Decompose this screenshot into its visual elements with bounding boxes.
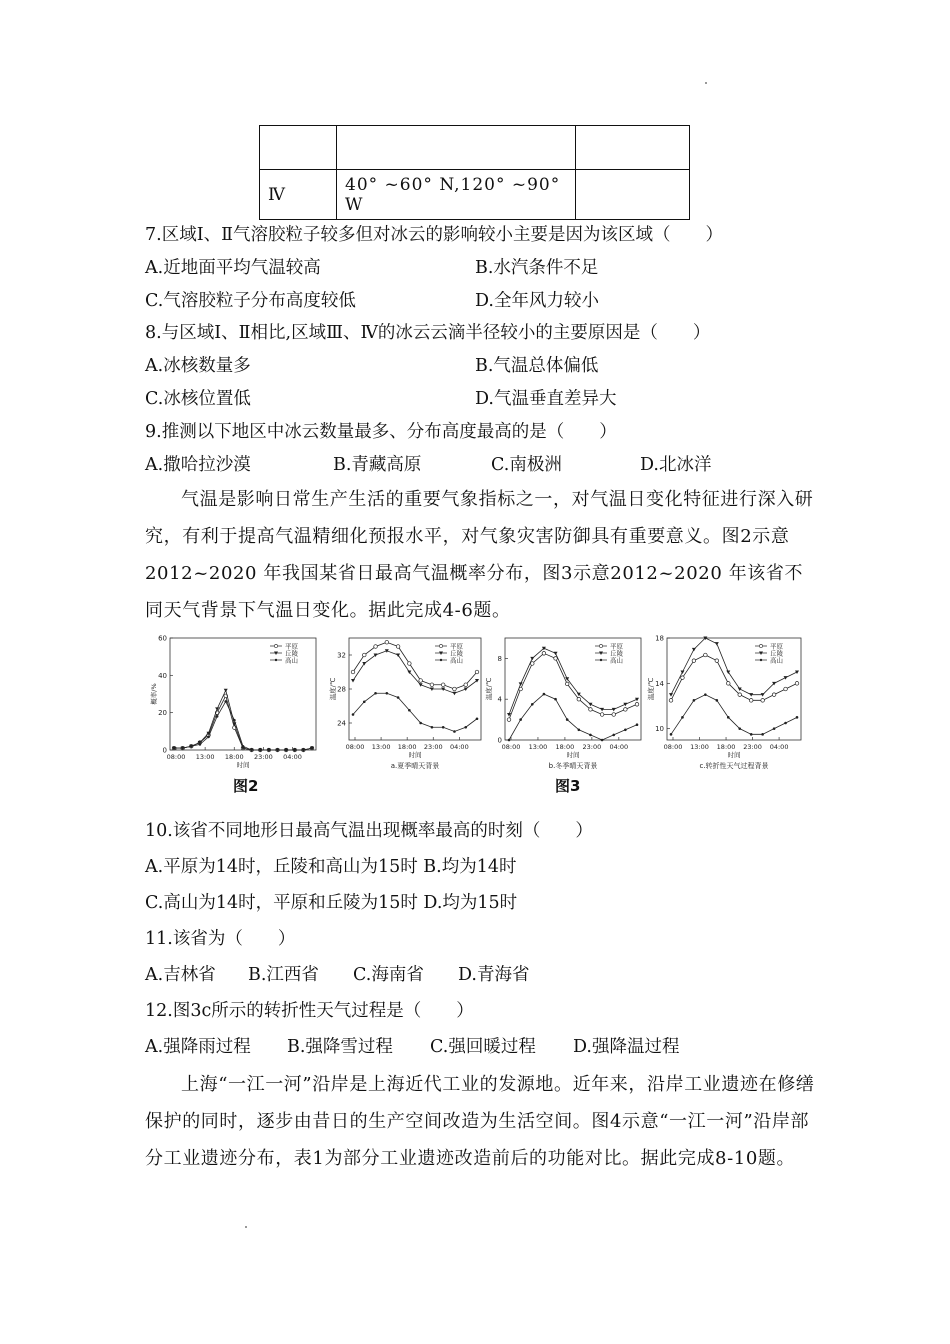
panel-label: c.转折性天气过程背景: [699, 762, 769, 770]
q8-option-a: A.冰核数量多: [145, 356, 251, 376]
q11-option-d: D.青海省: [458, 965, 530, 985]
data-point: [715, 659, 719, 663]
x-tick-label: 18:00: [397, 743, 417, 751]
y-axis-label: 温度/℃: [485, 677, 493, 701]
data-point: [554, 657, 558, 661]
legend-label: 高山: [770, 656, 783, 665]
x-tick-label: 23:00: [254, 753, 273, 761]
data-point: [351, 670, 355, 674]
q7-option-a: A.近地面平均气温较高: [145, 258, 321, 278]
q12-option-b: B.强降雪过程: [287, 1037, 393, 1057]
data-point: [796, 716, 799, 719]
y-axis-label: 概率/%: [150, 683, 158, 705]
data-point: [442, 726, 445, 729]
data-point: [293, 749, 296, 752]
q7-option-c: C.气溶胶粒子分布高度较低: [145, 291, 356, 311]
q12-option-d: D.强降温过程: [573, 1037, 680, 1057]
data-point: [352, 713, 355, 716]
legend-label: 丘陵: [770, 649, 783, 658]
data-point: [692, 648, 696, 652]
data-point: [233, 719, 236, 722]
data-point: [530, 657, 534, 661]
y-tick-label: 28: [337, 685, 346, 694]
data-point: [475, 670, 479, 674]
x-tick-label: 13:00: [371, 743, 391, 751]
data-point: [693, 699, 696, 702]
data-point: [396, 645, 400, 649]
data-point: [464, 683, 468, 687]
fig3c-chart: [645, 632, 805, 774]
y-tick-label: 10: [655, 725, 664, 734]
data-point: [453, 687, 457, 691]
y-tick-label: 0: [162, 746, 167, 755]
data-point: [397, 696, 400, 699]
data-point: [190, 745, 193, 748]
q10-options-ab: A.平原为14时，丘陵和高山为15时 B.均为14时: [145, 857, 517, 877]
data-point: [408, 662, 412, 666]
x-tick-label: 08:00: [345, 743, 365, 751]
region-table: [259, 125, 690, 220]
x-tick-label: 04:00: [609, 743, 629, 751]
data-point: [374, 692, 377, 695]
data-point: [727, 716, 730, 719]
q7-option-d: D.全年风力较小: [475, 291, 599, 311]
y-tick-label: 4: [497, 695, 502, 704]
x-tick-label: 13:00: [690, 743, 709, 751]
fig3a-chart: [325, 632, 485, 774]
legend-label: 高山: [610, 656, 623, 665]
data-point: [224, 700, 227, 703]
legend-marker: [274, 644, 277, 647]
x-axis-label: 时间: [727, 751, 741, 759]
x-tick-label: 08:00: [501, 743, 521, 751]
panel-label: a.夏季晴天背景: [390, 762, 440, 770]
q8-option-d: D.气温垂直差异大: [475, 389, 617, 409]
legend-label: 平原: [770, 642, 783, 651]
legend-label: 高山: [285, 656, 298, 665]
data-point: [408, 709, 411, 712]
data-point: [635, 703, 639, 707]
q11-option-c: C.海南省: [353, 965, 424, 985]
figure-3a: [325, 632, 485, 774]
data-point: [362, 653, 366, 657]
data-point: [385, 640, 389, 644]
scan-speck: [245, 1226, 247, 1228]
legend-label: 平原: [285, 642, 298, 651]
fig2-chart: [148, 632, 320, 774]
fig2-caption: 图2: [233, 777, 259, 795]
data-point: [374, 645, 378, 649]
q9-option-b: B.青藏高原: [333, 455, 422, 475]
data-point: [285, 749, 288, 752]
legend-label: 丘陵: [610, 649, 623, 658]
legend-label: 平原: [450, 642, 463, 651]
data-point: [419, 722, 422, 725]
data-point: [761, 699, 765, 703]
data-point: [715, 642, 719, 646]
data-point: [519, 718, 522, 721]
data-point: [612, 713, 616, 717]
y-tick-label: 40: [158, 671, 167, 680]
range-cell: 40° ~60° N,120° ~90° W: [337, 170, 576, 220]
y-tick-label: 18: [655, 634, 664, 643]
legend-marker: [439, 644, 442, 647]
data-point: [224, 689, 228, 693]
data-point: [772, 693, 776, 697]
y-axis-label: 温度/℃: [329, 677, 337, 701]
data-point: [476, 717, 479, 720]
data-point: [692, 659, 696, 663]
panel-label: b.冬季晴天背景: [548, 762, 598, 770]
data-point: [199, 743, 202, 746]
q8-stem: 8.与区域Ⅰ、Ⅱ相比,区域Ⅲ、Ⅳ的冰云云滴半径较小的主要原因是（ ）: [145, 323, 711, 343]
series-line-平原: [174, 696, 312, 750]
data-point: [784, 687, 788, 691]
y-tick-label: 14: [655, 679, 664, 688]
data-point: [181, 747, 184, 750]
legend-marker: [760, 659, 762, 661]
x-tick-label: 18:00: [555, 743, 575, 751]
data-point: [750, 733, 753, 736]
data-point: [761, 733, 764, 736]
fig3b-chart: [485, 632, 645, 774]
data-point: [250, 749, 253, 752]
x-tick-label: 08:00: [166, 753, 186, 761]
figure-3b: [485, 632, 645, 774]
data-point: [530, 662, 534, 666]
data-point: [543, 693, 546, 696]
data-point: [430, 683, 434, 687]
data-point: [507, 718, 511, 722]
y-tick-label: 0: [497, 736, 502, 745]
data-point: [589, 708, 593, 712]
fig3-caption: 图3: [555, 777, 581, 795]
data-point: [704, 693, 707, 696]
series-line-高山: [509, 694, 637, 740]
data-point: [784, 722, 787, 725]
data-point: [669, 693, 673, 697]
legend-marker: [440, 659, 442, 661]
q11-option-a: A.吉林省: [145, 965, 216, 985]
data-point: [749, 699, 753, 703]
q9-stem: 9.推测以下地区中冰云数量最多、分布高度最高的是（ ）: [145, 422, 617, 442]
data-point: [453, 730, 456, 733]
x-tick-label: 23:00: [743, 743, 762, 751]
legend-label: 丘陵: [450, 649, 463, 658]
q11-stem: 11.该省为（ ）: [145, 929, 296, 949]
data-point: [554, 698, 557, 701]
y-tick-label: 32: [337, 651, 346, 660]
data-point: [681, 676, 685, 680]
q11-option-b: B.江西省: [248, 965, 319, 985]
q9-option-d: D.北冰洋: [640, 455, 712, 475]
series-line-高山: [174, 701, 312, 750]
x-tick-label: 13:00: [195, 753, 215, 761]
legend-marker: [600, 659, 602, 661]
table-row: [260, 170, 690, 220]
data-point: [624, 708, 628, 712]
data-point: [578, 729, 581, 732]
figure-3c: [645, 632, 805, 774]
data-point: [452, 692, 456, 696]
data-point: [302, 749, 305, 752]
data-point: [589, 734, 592, 737]
legend-marker: [759, 644, 762, 647]
passage-temperature: 气温是影响日常生产生活的重要气象指标之一，对气温日变化特征进行深入研究，有利于提高气温精细化预报水平，对气象灾害防御具有重要意义。图2示意2012~2020 年我国某省日最高气温概率分布，图3示意2012~2020 年该省不同天气背景下气温日变化。据此完成4-6题。: [145, 489, 814, 621]
y-tick-label: 20: [158, 709, 167, 718]
table-row: [260, 126, 690, 170]
data-point: [795, 682, 799, 686]
x-tick-label: 18:00: [224, 753, 244, 761]
series-line-高山: [671, 695, 797, 735]
data-point: [531, 703, 534, 706]
legend-label: 丘陵: [285, 649, 298, 658]
y-tick-label: 8: [497, 654, 502, 663]
data-point: [419, 679, 423, 683]
data-point: [704, 653, 708, 657]
data-point: [577, 697, 581, 701]
data-point: [681, 716, 684, 719]
x-tick-label: 13:00: [528, 743, 548, 751]
y-tick-label: 24: [337, 719, 346, 728]
q8-option-b: B.气温总体偏低: [475, 356, 599, 376]
q7-option-b: B.水汽条件不足: [475, 258, 599, 278]
data-point: [276, 749, 279, 752]
data-point: [680, 671, 684, 675]
x-axis-label: 时间: [236, 761, 250, 769]
data-point: [670, 733, 673, 736]
data-point: [311, 747, 314, 750]
legend-label: 高山: [450, 656, 463, 665]
q12-option-c: C.强回暖过程: [430, 1037, 536, 1057]
q9-option-c: C.南极洲: [491, 455, 562, 475]
data-point: [268, 749, 271, 752]
q7-stem: 7.区域Ⅰ、Ⅱ气溶胶粒子较多但对冰云的影响较小主要是因为该区域（ ）: [145, 225, 724, 245]
data-point: [566, 718, 569, 721]
data-point: [207, 736, 210, 739]
region-cell: Ⅳ: [260, 170, 337, 220]
data-point: [259, 749, 262, 752]
x-tick-label: 04:00: [283, 753, 302, 761]
series-line-丘陵: [174, 690, 312, 750]
q12-stem: 12.图3c所示的转折性天气过程是（ ）: [145, 1001, 474, 1021]
data-point: [716, 699, 719, 702]
data-point: [542, 652, 546, 656]
data-point: [431, 726, 434, 729]
data-point: [363, 700, 366, 703]
legend-label: 平原: [610, 642, 623, 651]
data-point: [242, 745, 245, 748]
data-point: [612, 734, 615, 737]
data-point: [565, 682, 569, 686]
data-point: [738, 693, 742, 697]
x-axis-label: 时间: [408, 751, 422, 759]
legend-marker: [275, 659, 277, 661]
data-point: [636, 723, 639, 726]
x-tick-label: 04:00: [769, 743, 789, 751]
data-point: [600, 713, 604, 717]
q9-option-a: A.撒哈拉沙漠: [145, 455, 251, 475]
x-axis-label: 时间: [566, 751, 580, 759]
scan-speck: [705, 82, 707, 84]
data-point: [726, 682, 730, 686]
passage-shanghai: 上海“一江一河”沿岸是上海近代工业的发源地。近年来，沿岸工业遗迹在修缮保护的同时，逐步由昔日的生产空间改造为生活空间。图4示意“一江一河”沿岸部分工业遗迹分布，表1为部分工业遗迹改造前后的功能对比。据此完成8-10题。: [145, 1074, 815, 1169]
data-point: [441, 683, 445, 687]
figure-2: [148, 632, 320, 774]
x-tick-label: 23:00: [582, 743, 602, 751]
data-point: [554, 652, 558, 656]
y-axis-label: 温度/℃: [647, 677, 655, 701]
q10-stem: 10.该省不同地形日最高气温出现概率最高的时刻（ ）: [145, 821, 593, 841]
data-point: [173, 747, 176, 750]
data-point: [669, 699, 673, 703]
x-tick-label: 23:00: [423, 743, 443, 751]
data-point: [216, 715, 219, 718]
data-point: [464, 726, 467, 729]
data-point: [738, 727, 741, 730]
data-point: [601, 739, 604, 742]
data-point: [508, 739, 511, 742]
q8-option-c: C.冰核位置低: [145, 389, 251, 409]
x-tick-label: 08:00: [663, 743, 683, 751]
data-point: [624, 729, 627, 732]
y-tick-label: 60: [158, 634, 167, 643]
x-tick-label: 04:00: [449, 743, 469, 751]
data-point: [773, 727, 776, 730]
data-point: [351, 679, 355, 683]
q10-options-cd: C.高山为14时，平原和丘陵为15时 D.均为15时: [145, 893, 518, 913]
q12-option-a: A.强降雨过程: [145, 1037, 251, 1057]
data-point: [386, 692, 389, 695]
legend-marker: [599, 644, 602, 647]
x-tick-label: 18:00: [716, 743, 736, 751]
series-line-高山: [353, 693, 477, 731]
